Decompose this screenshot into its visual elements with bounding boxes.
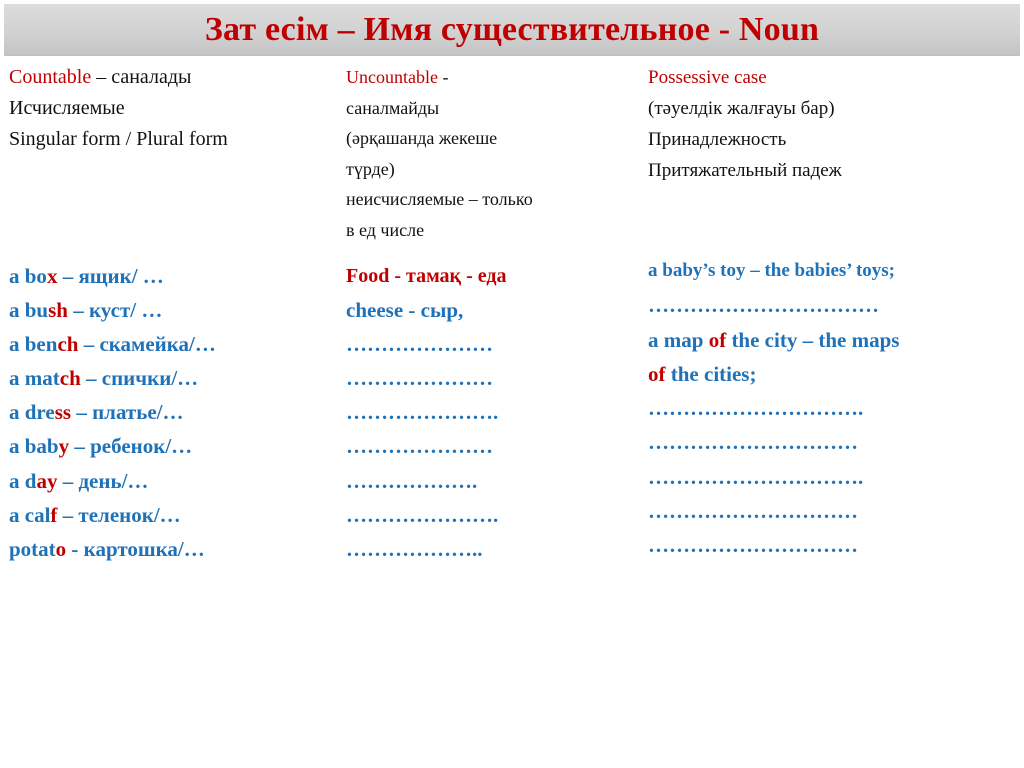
- dotted-line: …………………: [346, 366, 493, 391]
- possessive-line: Принадлежность: [648, 129, 787, 150]
- countable-example: a day – день/…: [9, 468, 149, 493]
- countable-examples: [9, 259, 216, 566]
- uncountable-line: (әрқашанда жекеше: [346, 128, 498, 148]
- uncountable-examples: [346, 259, 506, 566]
- uncountable-header: [346, 62, 636, 245]
- dotted-line: ………………………….: [648, 396, 864, 421]
- countable-example: a baby – ребенок/…: [9, 434, 193, 459]
- uncountable-line: неисчисляемые – только: [346, 189, 533, 209]
- possessive-examples: [648, 254, 899, 563]
- dotted-line: ……………….: [346, 468, 478, 493]
- uncountable-example: cheese - сыр,: [346, 298, 464, 323]
- dotted-line: ……………………………: [648, 293, 879, 318]
- uncountable-line: саналмайды: [346, 97, 440, 118]
- countable-term-rest: – саналады: [91, 66, 192, 88]
- uncountable-line: түрде): [346, 158, 395, 179]
- dotted-line: ………………….: [346, 502, 499, 527]
- title-bar: [4, 4, 1020, 56]
- dotted-line: ………………………….: [648, 464, 864, 489]
- countable-example: a bench – скамейка/…: [9, 332, 216, 357]
- uncountable-term: Uncountable: [346, 67, 438, 87]
- possessive-line: Притяжательный падеж: [648, 160, 842, 181]
- dotted-line: ………………..: [346, 536, 483, 561]
- food-label: Food - тамақ - еда: [346, 265, 507, 287]
- dotted-line: ………………….: [346, 400, 499, 425]
- uncountable-line: в ед числе: [346, 219, 425, 240]
- dotted-line: …………………: [346, 434, 493, 459]
- countable-example: a box – ящик/ …: [9, 264, 164, 288]
- countable-example: a match – спички/…: [9, 366, 199, 391]
- possessive-example: a map of the city – the maps: [648, 327, 900, 352]
- countable-header: [9, 62, 329, 155]
- dotted-line: …………………………: [648, 533, 858, 558]
- dotted-line: …………………………: [648, 430, 858, 455]
- countable-term: Countable: [9, 66, 92, 88]
- countable-line: Исчисляемые: [9, 97, 125, 119]
- possessive-example: of the cities;: [648, 361, 757, 386]
- possessive-header: [648, 62, 1016, 186]
- uncountable-term-line: [346, 62, 636, 93]
- countable-term-line: [9, 62, 329, 93]
- countable-line: Singular form / Plural form: [9, 128, 228, 150]
- countable-example: a bush – куст/ …: [9, 298, 163, 323]
- dotted-line: …………………………: [648, 499, 858, 524]
- countable-example: a dress – платье/…: [9, 400, 184, 425]
- possessive-line: (тәуелдік жалғауы бар): [648, 98, 835, 119]
- page-title: Зат есім – Имя существительное - Noun: [204, 10, 820, 48]
- dotted-line: …………………: [346, 332, 493, 357]
- countable-example: potato - картошка/…: [9, 536, 205, 561]
- possessive-term: Possessive case: [648, 67, 767, 88]
- possessive-example: a baby’s toy – the babies’ toys;: [648, 260, 896, 281]
- uncountable-term-rest: -: [437, 67, 449, 87]
- countable-example: a calf – теленок/…: [9, 502, 181, 527]
